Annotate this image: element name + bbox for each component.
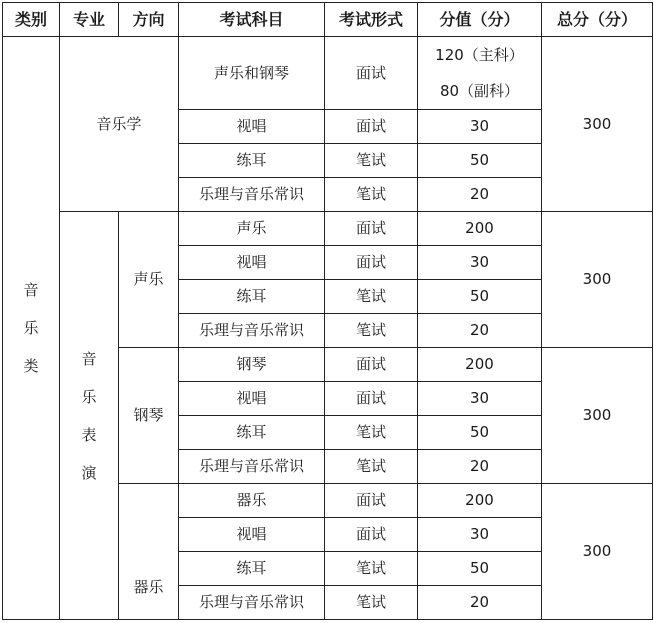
- score-cell: 200: [418, 348, 542, 382]
- major-yinyuexue: 音乐学: [60, 37, 179, 212]
- subject-cell: 钢琴: [179, 348, 325, 382]
- score-cell: 200: [418, 484, 542, 518]
- category-char: 乐: [23, 319, 39, 337]
- score-cell: 20: [418, 586, 542, 620]
- subject-cell: 练耳: [179, 552, 325, 586]
- score-cell: 20: [418, 314, 542, 348]
- total-cell: 300: [542, 484, 653, 620]
- form-cell: 笔试: [325, 178, 418, 212]
- total-cell: 300: [542, 212, 653, 348]
- form-cell: 笔试: [325, 144, 418, 178]
- direction-gangqin: 钢琴: [119, 348, 179, 484]
- direction-qiyue: 器乐: [119, 484, 179, 620]
- form-cell: 面试: [325, 37, 418, 110]
- score-cell: 200: [418, 212, 542, 246]
- subject-cell: 乐理与音乐常识: [179, 178, 325, 212]
- form-cell: 面试: [325, 348, 418, 382]
- category-char: 音: [23, 281, 39, 299]
- subject-cell: 乐理与音乐常识: [179, 586, 325, 620]
- form-cell: 笔试: [325, 416, 418, 450]
- subject-cell: 视唱: [179, 518, 325, 552]
- subject-cell: 视唱: [179, 110, 325, 144]
- major-char: 音: [81, 349, 97, 368]
- score-cell: 50: [418, 280, 542, 314]
- subject-cell: 练耳: [179, 416, 325, 450]
- subject-cell: 视唱: [179, 246, 325, 280]
- header-total: 总分（分）: [542, 3, 653, 37]
- form-cell: 面试: [325, 382, 418, 416]
- score-cell: 20: [418, 450, 542, 484]
- score-cell: 50: [418, 144, 542, 178]
- subject-cell: 乐理与音乐常识: [179, 314, 325, 348]
- subject-cell: 器乐: [179, 484, 325, 518]
- score-minor: 80（副科）: [439, 82, 520, 100]
- form-cell: 笔试: [325, 450, 418, 484]
- form-cell: 笔试: [325, 586, 418, 620]
- score-cell: 50: [418, 416, 542, 450]
- score-cell: 30: [418, 518, 542, 552]
- subject-cell: 声乐: [179, 212, 325, 246]
- score-cell: 30: [418, 110, 542, 144]
- major-char: 表: [81, 425, 97, 444]
- score-cell: 30: [418, 382, 542, 416]
- form-cell: 面试: [325, 484, 418, 518]
- exam-table: [2, 2, 653, 620]
- header-direction: 方向: [119, 3, 179, 37]
- score-main: 120（主科）: [435, 46, 524, 64]
- table-row: [3, 212, 653, 246]
- category-char: 类: [23, 357, 39, 375]
- direction-shengyue: 声乐: [119, 212, 179, 348]
- form-cell: 面试: [325, 110, 418, 144]
- form-cell: 笔试: [325, 314, 418, 348]
- header-form: 考试形式: [325, 3, 418, 37]
- major-yinyuebiaoyan: [60, 212, 119, 620]
- major-char: 乐: [81, 387, 97, 406]
- subject-cell: 乐理与音乐常识: [179, 450, 325, 484]
- score-cell: 50: [418, 552, 542, 586]
- score-cell: 30: [418, 246, 542, 280]
- header-subject: 考试科目: [179, 3, 325, 37]
- form-cell: 笔试: [325, 280, 418, 314]
- header-score: 分值（分）: [418, 3, 542, 37]
- header-category: 类别: [3, 3, 60, 37]
- total-cell: 300: [542, 348, 653, 484]
- score-cell: 20: [418, 178, 542, 212]
- category-cell: [3, 37, 60, 620]
- form-cell: 面试: [325, 246, 418, 280]
- subject-cell: 声乐和钢琴: [179, 37, 325, 110]
- form-cell: 笔试: [325, 552, 418, 586]
- header-row: [3, 3, 653, 37]
- major-char: 演: [81, 463, 97, 482]
- total-cell: 300: [542, 37, 653, 212]
- subject-cell: 视唱: [179, 382, 325, 416]
- form-cell: 面试: [325, 518, 418, 552]
- subject-cell: 练耳: [179, 280, 325, 314]
- form-cell: 面试: [325, 212, 418, 246]
- score-cell: [418, 37, 542, 110]
- subject-cell: 练耳: [179, 144, 325, 178]
- header-major: 专业: [60, 3, 119, 37]
